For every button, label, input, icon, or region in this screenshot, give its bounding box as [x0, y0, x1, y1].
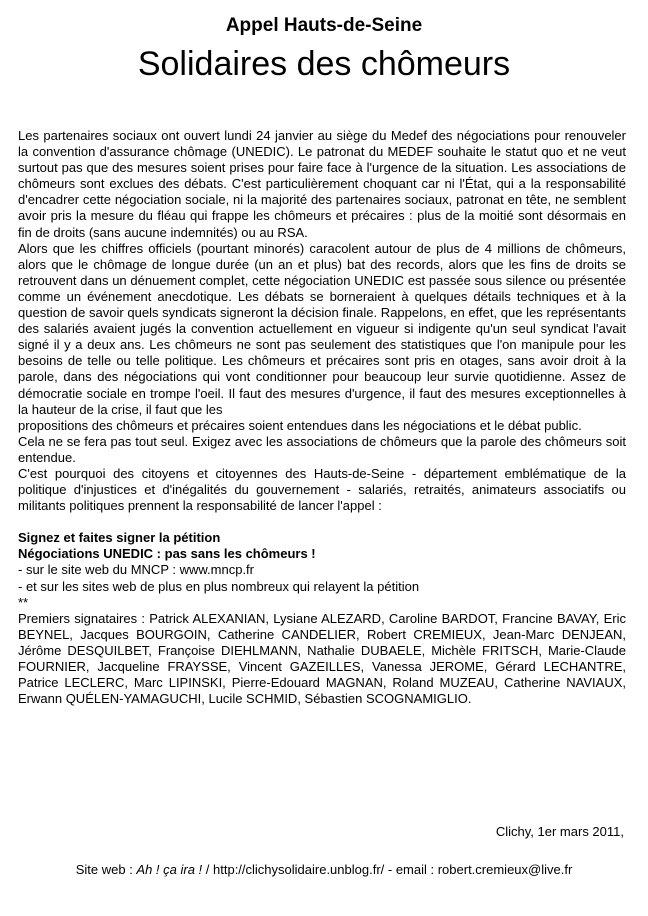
document-body	[18, 128, 626, 707]
place-date: Clichy, 1er mars 2011,	[495, 824, 624, 839]
paragraph-citizens-appeal: C'est pourquoi des citoyens et citoyennes des Hauts-de-Seine - département emblématique de la politique d'injustices et d'inégalités du gouvernement - salariés, retraités, animateurs associatifs ou militants politiques prennent la responsabilité de lancer l'appel :	[18, 465, 626, 514]
footer-contact: / http://clichysolidaire.unblog.fr/ - email : robert.cremieux@live.fr	[202, 862, 573, 877]
paragraph-negotiations: Les partenaires sociaux ont ouvert lundi 24 janvier au siège du Medef des négociations pour renouveler la convention d'assurance chômage (UNEDIC). Le patronat du MEDEF souhaite le statut quo et ne veut surtout pas que des mesures soient prises pour faire face à l'urgence de la situation. Les associations de chômeurs sont exclues des débats. C'est particulièrement choquant car ni l'État, qui a la responsabilité d'encadrer cette négociation sociale, ni la majorité des partenaires sociaux, patronat en tête, ne semblent avoir pris la mesure du fléau qui frappe les chômeurs et précaires : plus de la moitié sont désormais en fin de droits (sans aucune indemnités) ou au RSA.	[18, 128, 626, 240]
paragraph-proposals: propositions des chômeurs et précaires soient entendues dans les négociations et le débat public.	[18, 417, 582, 433]
signatories-list: Premiers signataires : Patrick ALEXANIAN, Lysiane ALEZARD, Caroline BARDOT, Francine BAVAY, Eric BEYNEL, Jacques BOURGOIN, Catherine CANDELIER, Robert CREMIEUX, Jean-Marc DENJEAN, Jérôme DESQUILBET, Françoise DIEHLMANN, Nathalie DUBAELE, Michèle FRITSCH, Marie-Claude FOURNIER, Jacqueline FRAYSSE, Vincent GAZEILLES, Vanessa JEROME, Gérard LECHANTRE, Patrice LECLERC, Marc LIPINSKI, Pierre-Edouard MAGNAN, Roland MUZEAU, Catherine NAVIAUX, Erwann QUÉLEN-YAMAGUCHI, Lucile SCHMID, Sébastien SCOGNAMIGLIO.	[18, 610, 626, 707]
document-title: Solidaires des chômeurs	[137, 45, 511, 83]
petition-subheading: Négociations UNEDIC : pas sans les chômeurs !	[18, 546, 316, 562]
paragraph-official-figures: Alors que les chiffres officiels (pourtant minorés) caracolent autour de plus de 4 millions de chômeurs, alors que le chômage de longue durée (un an et plus) bat des records, alors que les fins de droits se retrouvent dans un dénuement complet, cette négociation UNEDIC est passée sous silence ou présentée comme un événement anecdotique. Les débats se borneraient à quelques détails techniques et à la question de savoir quels syndicats signeront la décision finale. Rappelons, en effet, que les représentants des salariés avaient jugés la convention actuellement en vigueur si indigente qu'un seul syndicat l'avait signé il y a deux ans. Les chômeurs ne sont pas seulement des statistiques que l'on manipule pour les besoins de telle ou telle politique. Les chômeurs et précaires sont pris en otages, sans avoir droit à la parole, dans des négociations qui vont conditionner pour beaucoup leur survie quotidienne. Assez de démocratie sociale en trompe l'oeil. Il faut des mesures d'urgence, il faut des mesures exceptionnelles à la hauteur de la crise, il faut que les	[18, 240, 626, 417]
spacer	[18, 514, 626, 530]
document-subtitle: Appel Hauts-de-Seine	[225, 15, 423, 36]
petition-other-sites: - et sur les sites web de plus en plus nombreux qui relayent la pétition	[18, 578, 420, 594]
petition-separator: **	[18, 594, 29, 610]
paragraph-call-to-action: Cela ne se fera pas tout seul. Exigez avec les associations de chômeurs que la parole des chômeurs soit entendue.	[18, 433, 626, 465]
petition-heading: Signez et faites signer la pétition	[18, 530, 221, 546]
footer-site-name: Ah ! ça ira !	[136, 862, 203, 877]
petition-site-link: - sur le site web du MNCP : www.mncp.fr	[18, 562, 254, 578]
footer-prefix: Site web :	[75, 862, 137, 877]
footer	[0, 862, 648, 878]
